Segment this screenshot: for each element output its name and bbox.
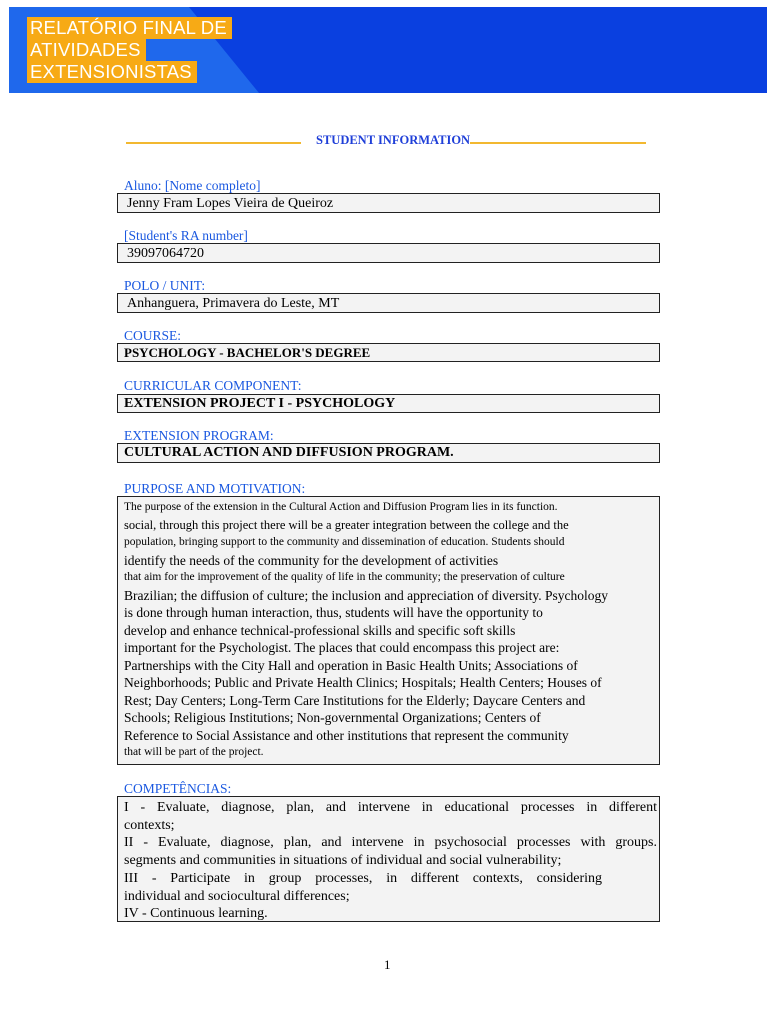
page-number: 1 — [384, 957, 391, 972]
ra-number-field: 39097064720 — [117, 243, 660, 263]
ra-number-label: [Student's RA number] — [124, 228, 248, 243]
course-field: PSYCHOLOGY - BACHELOR'S DEGREE — [117, 343, 660, 362]
purpose-line: that will be part of the project. — [124, 746, 264, 758]
component-label: CURRICULAR COMPONENT: — [124, 378, 302, 393]
section-divider-right — [470, 142, 646, 144]
purpose-line: Neighborhoods; Public and Private Health Clinics; Hospitals; Health Centers; Houses of — [124, 675, 602, 690]
banner-title-line-1: RELATÓRIO FINAL DE — [27, 17, 232, 39]
purpose-line: important for the Psychologist. The places that could encompass this project are: — [124, 640, 560, 655]
unit-field: Anhanguera, Primavera do Leste, MT — [117, 293, 660, 313]
section-title: STUDENT INFORMATION — [316, 133, 471, 147]
purpose-line: Brazilian; the diffusion of culture; the inclusion and appreciation of diversity. Psychology — [124, 587, 609, 603]
purpose-line: Schools; Religious Institutions; Non-governmental Organizations; Centers of — [124, 710, 541, 725]
competencies-label: COMPETÊNCIAS: — [124, 781, 232, 796]
competency-line: I - Evaluate, diagnose, plan, and intervene in educational processes in different — [124, 800, 657, 815]
course-label: COURSE: — [124, 328, 182, 343]
header-banner — [9, 7, 767, 93]
purpose-line: that aim for the improvement of the quality of life in the community; the preservation of culture — [124, 571, 565, 583]
component-field: EXTENSION PROJECT I - PSYCHOLOGY — [117, 394, 660, 413]
competency-line: II - Evaluate, diagnose, plan, and intervene in psychosocial processes with groups. — [124, 835, 657, 851]
banner-title-line-2: ATIVIDADES — [27, 39, 146, 61]
purpose-line: is done through human interaction, thus, students will have the opportunity to — [124, 605, 543, 620]
purpose-line: The purpose of the extension in the Cultural Action and Diffusion Program lies in its function. — [124, 501, 558, 513]
competency-line: IV - Continuous learning. — [124, 906, 268, 922]
unit-label: POLO / UNIT: — [124, 278, 206, 293]
competency-line: contexts; — [124, 817, 175, 833]
purpose-line: identify the needs of the community for the development of activities — [124, 552, 499, 568]
purpose-line: Partnerships with the City Hall and operation in Basic Health Units; Associations of — [124, 657, 578, 673]
purpose-line: population, bringing support to the community and dissemination of education. Students should — [124, 536, 565, 548]
competency-line: III - Participate in group processes, in different contexts, considering — [124, 870, 602, 886]
purpose-label: PURPOSE AND MOTIVATION: — [124, 481, 306, 496]
purpose-line: Rest; Day Centers; Long-Term Care Institutions for the Elderly; Daycare Centers and — [124, 692, 586, 708]
competencies-box — [117, 796, 660, 922]
program-field: CULTURAL ACTION AND DIFFUSION PROGRAM. — [117, 443, 660, 463]
purpose-box — [117, 496, 660, 765]
purpose-line: develop and enhance technical-professional skills and specific soft skills — [124, 622, 516, 638]
student-name-label: Aluno: [Nome completo] — [124, 178, 261, 193]
purpose-line: social, through this project there will be a greater integration between the college and the — [124, 517, 569, 532]
purpose-line: Reference to Social Assistance and other institutions that represent the community — [124, 727, 569, 743]
program-label: EXTENSION PROGRAM: — [124, 428, 274, 443]
competency-line: segments and communities in situations of individual and social vulnerability; — [124, 853, 562, 869]
competency-line: individual and sociocultural differences; — [124, 888, 350, 904]
banner-title-line-3: EXTENSIONISTAS — [27, 61, 197, 83]
section-divider-left — [126, 142, 301, 144]
student-name-field: Jenny Fram Lopes Vieira de Queiroz — [117, 193, 660, 213]
